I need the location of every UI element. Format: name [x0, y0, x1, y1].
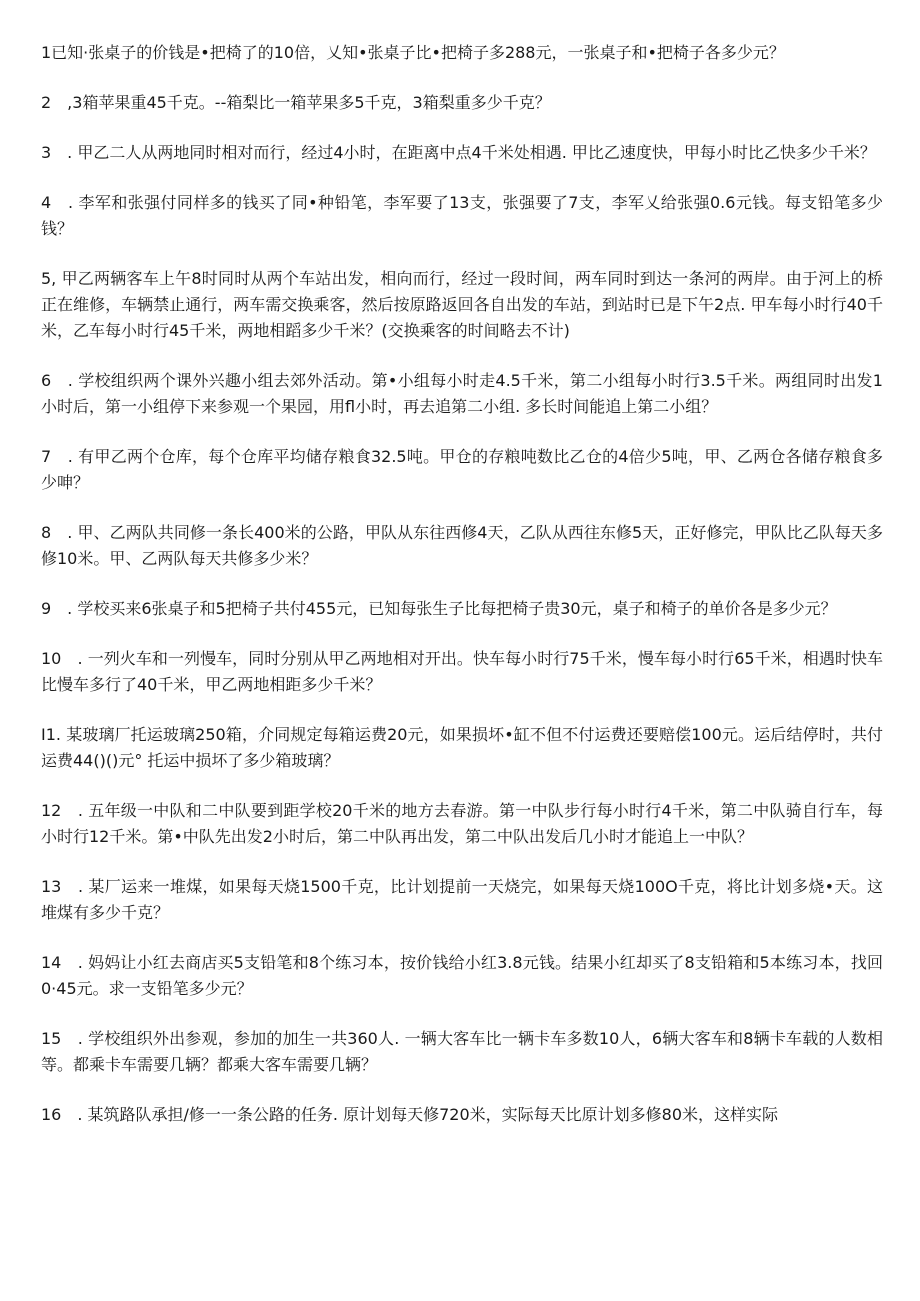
problem-12: 12 . 五年级一中队和二中队要到距学校20千米的地方去春游。第一中队步行每小时行4千米，第二中队骑自行车，每小时行12千米。第•中队先出发2小时后，第二中队再出发，第二中队出发后几小时才能追上一中队？ — [41, 801, 883, 846]
problem-2: 2 ,3箱苹果重45千克。--箱梨比一箱苹果多5千克，3箱梨重多少千克？ — [41, 93, 551, 112]
problem-7: 7 . 有甲乙两个仓库，每个仓库平均储存粮食32.5吨。甲仓的存粮吨数比乙仓的4倍少5吨，甲、乙两仓各储存粮食多少呻？ — [41, 447, 883, 492]
problem-14: 14 . 妈妈让小红去商店买5支铅笔和8个练习本，按价钱给小红3.8元钱。结果小红却买了8支铅箱和5本练习本，找回0·45元。求一支铅笔多少元？ — [41, 953, 883, 998]
problem-13: 13 . 某厂运来一堆煤，如果每天烧1500千克，比计划提前一天烧完，如果每天烧100O千克，将比计划多烧•天。这堆煤有多少千克？ — [41, 877, 883, 922]
problem-11: I1. 某玻璃厂托运玻璃250箱，介同规定每箱运费20元，如果损坏•缸不但不付运费还要赔偿100元。运后结停时，共付运费44()()元° 托运中损坏了多少箱玻璃？ — [41, 725, 883, 770]
problem-5: 5, 甲乙两辆客车上午8时同时从两个车站出发，相向而行，经过一段时间，两车同时到达一条河的两岸。由于河上的桥正在维修，车辆禁止通行，两车需交换乘客，然后按原路返回各自出发的车站，到站时已是下午2点. 甲车每小时行40千米，乙车每小时行45千米，两地相蹈多少千米？(交换乘客的时间略去不计) — [41, 269, 883, 340]
problem-8: 8 . 甲、乙两队共同修一条长400米的公路，甲队从东往西修4天，乙队从西往东修5天，正好修完，甲队比乙队每天多修10米。甲、乙两队每天共修多少米？ — [41, 523, 883, 568]
problem-15: 15 . 学校组织外出参观，参加的加生一共360人. 一辆大客车比一辆卡车多数10人，6辆大客车和8辆卡车载的人数相等。都乘卡车需要几辆？都乘大客车需要几辆？ — [41, 1029, 883, 1074]
problem-9: 9 . 学校买来6张桌子和5把椅子共付455元，已知每张生子比每把椅子贵30元，桌子和椅子的单价各是多少元？ — [41, 599, 837, 618]
problem-10: 10 . 一列火车和一列慢车，同时分别从甲乙两地相对开出。快车每小时行75千米，慢车每小时行65千米，相遇时快车比慢车多行了40千米，甲乙两地相距多少千米？ — [41, 649, 883, 694]
problem-4: 4 . 李军和张强付同样多的钱买了同•种铅笔，李军要了13支，张强要了7支，李军乂给张强0.6元钱。每支铅笔多少钱？ — [41, 193, 883, 238]
problem-3: 3 . 甲乙二人从两地同时相对而行，经过4小时，在距离中点4千米处相遇. 甲比乙速度快，甲每小时比乙快多少千米？ — [41, 143, 876, 162]
problem-6: 6 . 学校组织两个课外兴趣小组去郊外活动。第•小组每小时走4.5千米，第二小组每小时行3.5千米。两组同时出发1小时后，第一小组停下来参观一个果园，用fl小时，再去追第二小组. 多长时间能追上第二小组？ — [41, 371, 883, 416]
document-page — [41, 40, 883, 1152]
problem-16: 16 . 某筑路队承担/修一一条公路的任务. 原计划每天修720米，实际每天比原计划多修80米，这样实际 — [41, 1105, 778, 1124]
problem-1: 1已知·张桌子的价钱是•把椅了的10倍，乂知•张桌子比•把椅子多288元，一张桌子和•把椅子各多少元？ — [41, 43, 785, 62]
